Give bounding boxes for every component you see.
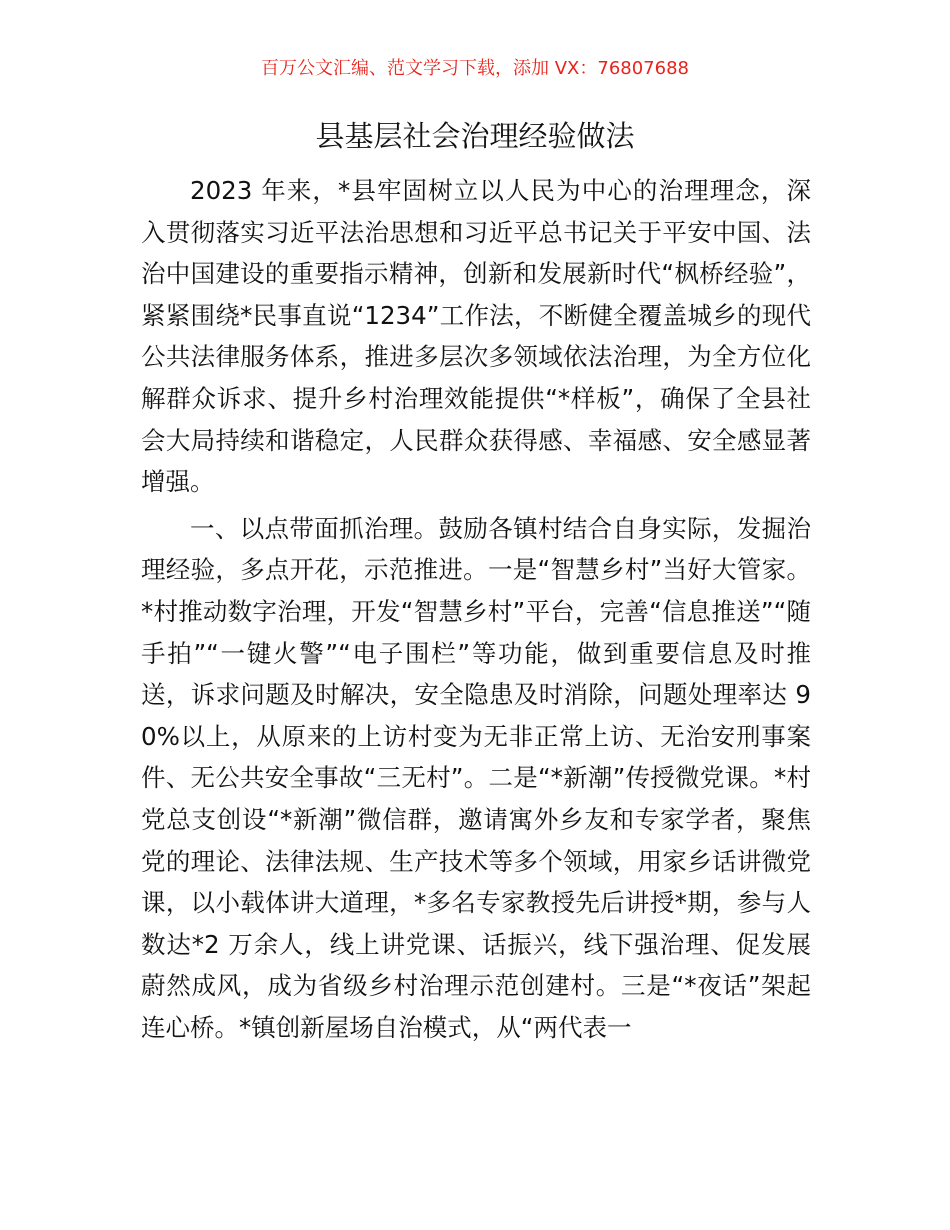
paragraph-intro: 2023 年来，*县牢固树立以人民为中心的治理理念，深入贯彻落实习近平法治思想和习近平总书记关于平安中国、法治中国建设的重要指示精神，创新和发展新时代“枫桥经验”，紧紧围绕*民事直说“1234”工作法，不断健全覆盖城乡的现代公共法律服务体系，推进多层次多领域依法治理，为全方位化解群众诉求、提升乡村治理效能提供“*样板”，确保了全县社会大局持续和谐稳定，人民群众获得感、幸福感、安全感显著增强。 xyxy=(141,176,811,497)
paragraph-section-one: 一、以点带面抓治理。鼓励各镇村结合自身实际，发掘治理经验，多点开花，示范推进。一是“智慧乡村”当好大管家。*村推动数字治理，开发“智慧乡村”平台，完善“信息推送”“随手拍”“一键火警”“电子围栏”等功能，做到重要信息及时推送，诉求问题及时解决，安全隐患及时消除，问题处理率达 90%以上，从原来的上访村变为无非正常上访、无治安刑事案件、无公共安全事故“三无村”。二是“*新潮”传授微党课。*村党总支创设“*新潮”微信群，邀请寓外乡友和专家学者，聚焦党的理论、法律法规、生产技术等多个领域，用家乡话讲微党课，以小载体讲大道理，*多名专家教授先后讲授*期，参与人数达*2 万余人，线上讲党课、话振兴，线下强治理、促发展蔚然成风，成为省级乡村治理示范创建村。三是“*夜话”架起连心桥。*镇创新屋场自治模式，从“两代表一 xyxy=(141,513,811,1042)
watermark-header: 百万公文汇编、范文学习下载，添加 VX：76807688 xyxy=(261,58,689,79)
document-title: 县基层社会治理经验做法 xyxy=(315,119,635,153)
document-body xyxy=(141,170,811,1048)
